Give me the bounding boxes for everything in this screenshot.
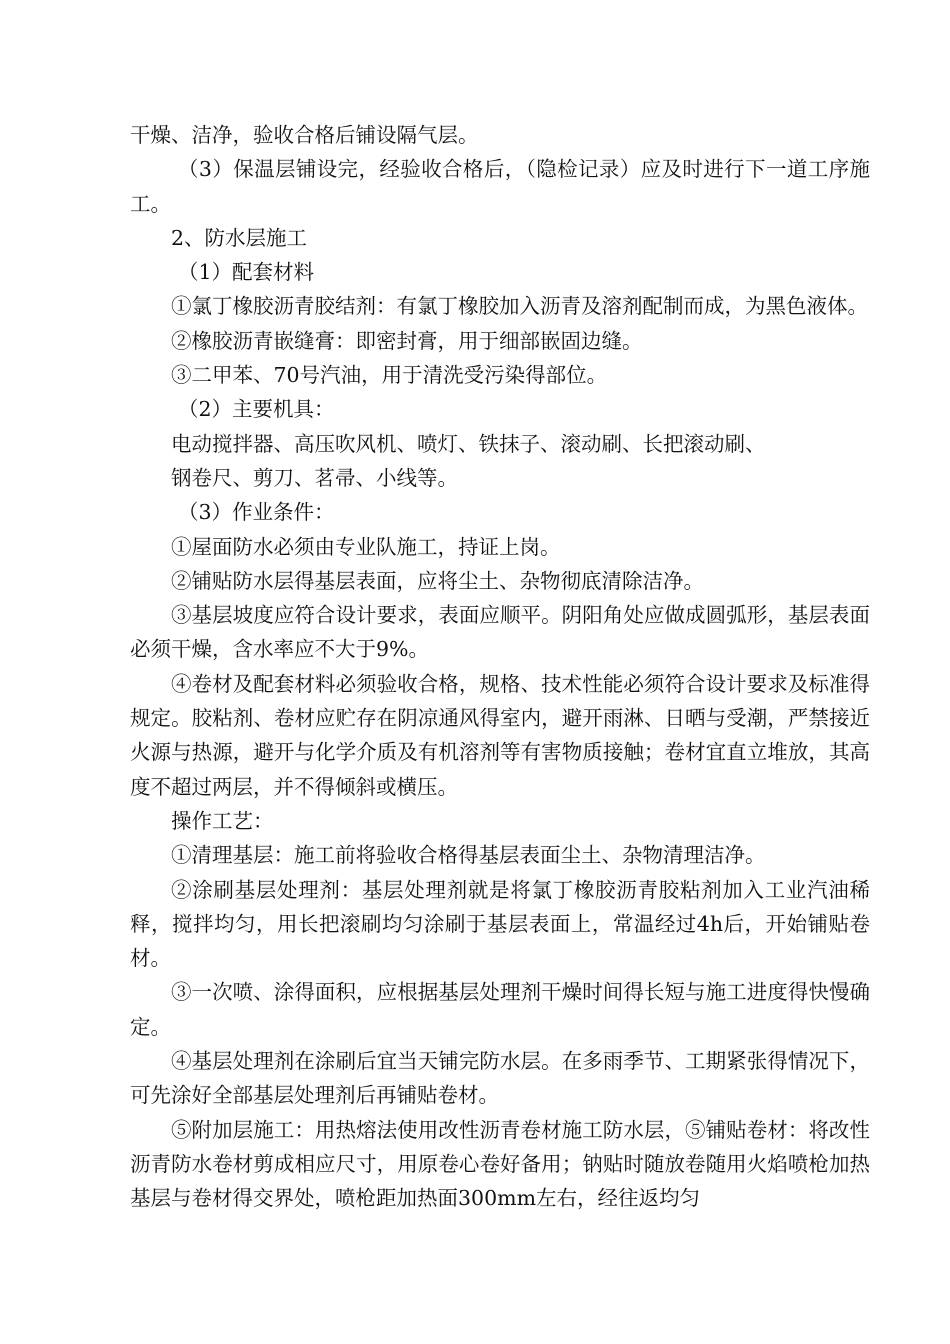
paragraph: 干燥、洁净，验收合格后铺设隔气层。 xyxy=(130,123,479,147)
list-item: ①氯丁橡胶沥青胶结剂：有氯丁橡胶加入沥青及溶剂配制而成，为黑色液体。 xyxy=(171,294,868,319)
paragraph: 钢卷尺、剪刀、茗帚、小线等。 xyxy=(171,465,458,490)
list-item: ①屋面防水必须由专业队施工，持证上岗。 xyxy=(171,534,561,559)
list-item: ①清理基层：施工前将验收合格得基层表面尘土、杂物清理洁净。 xyxy=(171,843,766,868)
subsection-heading: （3）作业条件： xyxy=(178,500,335,525)
subsection-heading: （2）主要机具： xyxy=(178,397,335,422)
list-item: ②橡胶沥青嵌缝膏：即密封膏，用于细部嵌固边缝。 xyxy=(171,328,643,353)
paragraph: 电动搅拌器、高压吹风机、喷灯、铁抹子、滚动刷、长把滚动刷、 xyxy=(171,431,766,456)
list-item: ②涂刷基层处理剂：基层处理剂就是将氯丁橡胶沥青胶粘剂加入工业汽油稀释，搅拌均匀，用长把滚刷均匀涂刷于基层表面上，常温经过4h后，开始铺贴卷材。 xyxy=(130,877,870,971)
list-item: ⑤附加层施工：用热熔法使用改性沥青卷材施工防水层，⑤铺贴卷材：将改性沥青防水卷材剪成相应尺寸，用原卷心卷好备用；钠贴时随放卷随用火焰喷枪加热基层与卷材得交界处，喷枪距加热面300mm左右，经往返均匀 xyxy=(130,1117,870,1211)
list-item: ③二甲苯、70号汽油，用于清洗受污染得部位。 xyxy=(171,363,608,388)
list-item: ③基层坡度应符合设计要求，表面应顺平。阴阳角处应做成圆弧形，基层表面必须干燥，含水率应不大于9%。 xyxy=(130,603,870,662)
section-heading: 2、防水层施工 xyxy=(171,225,308,250)
subsection-heading: 操作工艺： xyxy=(171,808,274,833)
list-item: ④卷材及配套材料必须验收合格，规格、技术性能必须符合设计要求及标准得规定。胶粘剂、卷材应贮存在阴凉通风得室内，避开雨淋、日晒与受潮，严禁接近火源与热源，避开与化学介质及有机溶剂等有害物质接触；卷材宜直立堆放，其高度不超过两层，并不得倾斜或横压。 xyxy=(130,671,870,799)
paragraph: （3）保温层铺设完，经验收合格后，（隐检记录）应及时进行下一道工序施工。 xyxy=(130,157,870,216)
list-item: ④基层处理剂在涂刷后宜当天铺完防水层。在多雨季节、工期紧张得情况下，可先涂好全部基层处理剂后再铺贴卷材。 xyxy=(130,1049,870,1108)
list-item: ③一次喷、涂得面积，应根据基层处理剂干燥时间得长短与施工进度得快慢确定。 xyxy=(130,980,870,1039)
list-item: ②铺贴防水层得基层表面，应将尘土、杂物彻底清除洁净。 xyxy=(171,568,704,593)
document-body xyxy=(130,118,870,1216)
subsection-heading: （1）配套材料 xyxy=(178,260,315,285)
